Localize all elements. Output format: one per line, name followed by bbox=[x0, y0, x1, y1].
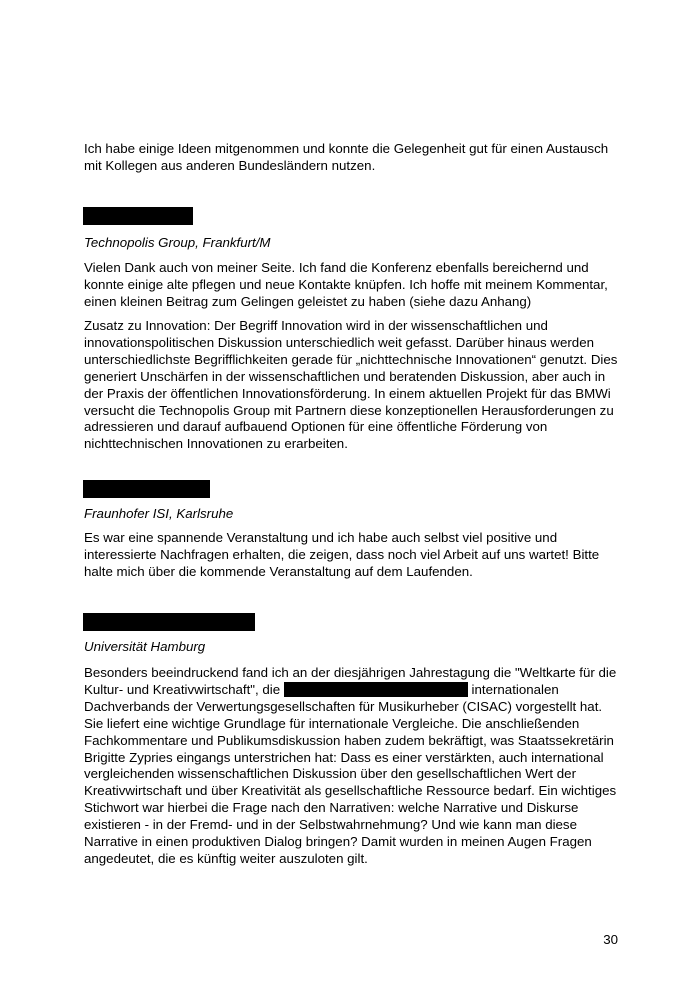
intro-paragraph: Ich habe einige Ideen mitgenommen und konnte die Gelegenheit gut für einen Austausch mit Kollegen aus anderen Bundesländern nutzen. bbox=[84, 141, 609, 173]
redacted-name-block bbox=[83, 207, 193, 225]
redacted-name-block bbox=[83, 480, 210, 498]
entry-paragraph: Vielen Dank auch von meiner Seite. Ich fand die Konferenz ebenfalls bereichernd und konnte einige alte pflegen und neue Kontakte knüpfen. Ich hoffe mit meinem Kommentar, einen kleinen Beitrag zum Gelingen geleistet zu haben (siehe dazu Anhang) bbox=[84, 260, 608, 309]
affiliation-label: Technopolis Group, Frankfurt/M bbox=[84, 235, 271, 250]
affiliation-label: Fraunhofer ISI, Karlsruhe bbox=[84, 506, 234, 521]
inline-redaction bbox=[284, 682, 468, 697]
paragraph-text-after-redaction: internationalen Dachverbands der Verwertungsgesellschaften für Musikurheber (CISAC) vorgestellt hat. Sie liefert eine wichtige Grundlage für internationale Vergleiche. Die anschließenden Fachkommentare und Publikumsdiskussion haben zudem bekräftigt, was Staatssekretärin Brigitte Zypries eingangs unterstrichen hat: Dass es einer verstärkten, auch international vergleichenden wissenschaftlichen Diskussion über den gesellschaftlichen Wert der Kreativwirtschaft und über Kreativität als gesellschaftliche Ressource bedarf. Ein wichtiges Stichwort war hierbei die Frage nach den Narrativen: welche Narrative und Diskurse existieren - in der Fremd- und in der Selbstwahrnehmung? Und wie kann man diese Narrative in einen produktiven Dialog bringen? Damit wurden in meinen Augen Fragen angedeutet, die es künftig weiter auszuloten gilt. bbox=[84, 681, 617, 866]
entry-paragraph: Es war eine spannende Veranstaltung und ich habe auch selbst viel positive und interessierte Nachfragen erhalten, die zeigen, dass noch viel Arbeit auf uns wartet! Bitte halte mich über die kommende Veranstaltung auf dem Laufenden. bbox=[84, 530, 600, 579]
entry-paragraph bbox=[84, 665, 624, 868]
page-number: 30 bbox=[603, 932, 618, 947]
affiliation-label: Universität Hamburg bbox=[84, 639, 206, 654]
paragraph-text-before-redaction: Besonders beeindruckend fand ich an der diesjährigen Jahrestagung die "Weltkarte für die Kultur- und Kreativwirtschaft", die bbox=[84, 665, 617, 697]
redacted-name-block bbox=[83, 613, 255, 631]
entry-paragraph: Zusatz zu Innovation: Der Begriff Innovation wird in der wissenschaftlichen und innovationspolitischen Diskussion unterschiedlich weit gefasst. Darüber hinaus werden unterschiedlichste Begrifflichkeiten gerade für „nichttechnische Innovationen“ genutzt. Dies generiert Unschärfen in der wissenschaftlichen und beratenden Diskussion, aber auch in der Praxis der öffentlichen Innovationsförderung. In einem aktuellen Projekt für das BMWi versucht die Technopolis Group mit Partnern diese konzeptionellen Herausforderungen zu adressieren und darauf aufbauend Optionen für eine öffentliche Förderung von nichttechnischen Innovationen zu erarbeiten. bbox=[84, 318, 618, 452]
